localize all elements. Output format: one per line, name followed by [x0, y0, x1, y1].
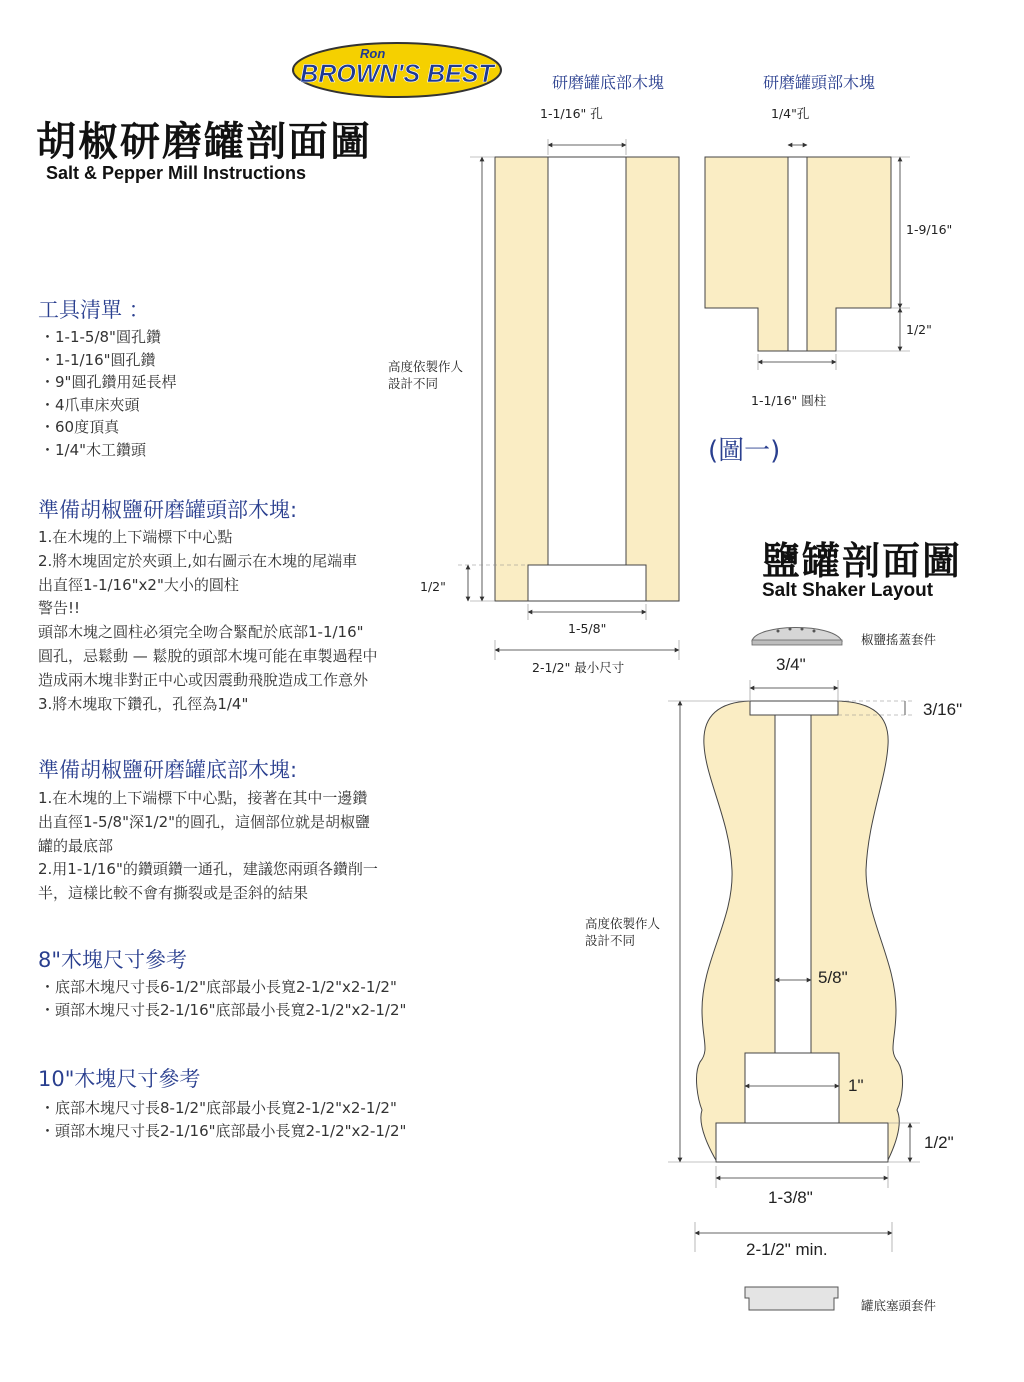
- text-line: 造成兩木塊非對正中心或因震動飛脫造成工作意外: [38, 670, 369, 689]
- mid-bore-dim: 1": [848, 1076, 864, 1095]
- salt-height-note-line1: 高度依製作人: [585, 916, 661, 931]
- shaker-mid-bore: [745, 1053, 839, 1123]
- text-line: 2.用1-1/16"的鑽頭鑽一通孔，建議您兩頭各鑽削一: [38, 860, 378, 879]
- text-line: 出直徑1-5/8"深1/2"的圓孔，這個部位就是胡椒鹽: [38, 812, 371, 831]
- logo-top-text: Ron: [360, 46, 386, 61]
- text-line: 罐的最底部: [38, 836, 114, 855]
- list-item: ・底部木塊尺寸長8-1/2"底部最小長寬2-1/2"x2-1/2": [40, 1099, 397, 1117]
- list-item: ・4爪車床夾頭: [40, 395, 140, 414]
- list-item: ・9"圓孔鑽用延長桿: [40, 373, 177, 391]
- cap-kit-label: 椒鹽搖蓋套件: [861, 632, 937, 647]
- text-line: 1.在木塊的上下端標下中心點: [38, 528, 233, 546]
- list-item: ・1-1/16"圓孔鑽: [40, 350, 156, 369]
- page-title: 胡椒研磨罐剖面圖: [36, 119, 372, 165]
- salt-height-note-line2: 設計不同: [585, 933, 636, 948]
- shaker-cap-icon: [752, 627, 842, 645]
- list-item: ・60度頂真: [40, 418, 120, 436]
- shaker-bore: [775, 715, 811, 1053]
- text-line: 頭部木塊之圓柱必須完全吻合緊配於底部1-1/16": [38, 623, 364, 642]
- list-item: ・頭部木塊尺寸長2-1/16"底部最小長寬2-1/2"x2-1/2": [40, 1000, 407, 1019]
- text-line: 出直徑1-1/16"x2"大小的圓柱: [38, 575, 239, 594]
- ref8-title: 8"木塊尺寸參考: [38, 948, 188, 972]
- plug-kit-label: 罐底塞頭套件: [861, 1298, 937, 1313]
- tenon-dim: 1-1/16" 圓柱: [751, 393, 827, 408]
- bottom-height-dim: 1/2": [924, 1133, 954, 1152]
- shaker-top-recess: [750, 701, 838, 715]
- tools-title: 工具清單 ：: [38, 298, 150, 322]
- list-item: ・頭部木塊尺寸長2-1/16"底部最小長寬2-1/2"x2-1/2": [40, 1121, 407, 1140]
- base-prep-title: 準備胡椒鹽研磨罐底部木塊:: [38, 758, 298, 782]
- text-line: 1.在木塊的上下端標下中心點，接著在其中一邊鑽: [38, 789, 368, 807]
- list-item: ・底部木塊尺寸長6-1/2"底部最小長寬2-1/2"x2-1/2": [40, 978, 397, 996]
- text-line: 3.將木塊取下鑽孔，孔徑為1/4": [38, 694, 249, 713]
- text-line: 警告!!: [38, 599, 81, 618]
- base-recess: [528, 565, 646, 601]
- base-block-label: 研磨罐底部木塊: [552, 73, 665, 92]
- bottom-plug-icon: [745, 1287, 838, 1310]
- text-line: 半，這樣比較不會有撕裂或是歪斜的結果: [38, 884, 309, 903]
- base-hole-dim: 1-1/16" 孔: [540, 106, 603, 121]
- text-line: 2.將木塊固定於夾頭上,如右圖示在木塊的尾端車: [38, 551, 358, 570]
- ref10-title: 10"木塊尺寸參考: [38, 1067, 201, 1091]
- base-bore: [548, 157, 626, 565]
- recess-height-dim: 1/2": [420, 579, 446, 594]
- recess-width-dim: 1-5/8": [568, 621, 607, 636]
- head-block-label: 研磨罐頭部木塊: [763, 73, 876, 92]
- min-width-dim: 2-1/2" min.: [746, 1240, 828, 1259]
- figure-label: (圖一): [708, 436, 781, 466]
- text-line: 圓孔，忌鬆動 — 鬆脫的頭部木塊可能在車製過程中: [38, 646, 378, 665]
- top-height-dim: 3/16": [923, 700, 963, 719]
- bore-dim: 5/8": [818, 968, 848, 987]
- head-hole-dim: 1/4"孔: [771, 106, 810, 121]
- head-prep-title: 準備胡椒鹽研磨罐頭部木塊:: [38, 498, 298, 522]
- list-item: ・1/4"木工鑽頭: [40, 440, 147, 459]
- head-bore: [788, 157, 807, 351]
- salt-subtitle: Salt Shaker Layout: [762, 580, 934, 601]
- logo-main-text: BROWN'S BEST: [300, 60, 494, 88]
- page-subtitle: Salt & Pepper Mill Instructions: [46, 163, 307, 183]
- height-note-line1: 高度依製作人: [388, 359, 464, 374]
- base-min-dim: 2-1/2" 最小尺寸: [532, 660, 625, 675]
- list-item: ・1-1-5/8"圓孔鑽: [40, 328, 161, 346]
- salt-title: 鹽罐剖面圖: [762, 539, 963, 583]
- shaker-bottom-recess: [716, 1123, 888, 1162]
- top-width-dim: 3/4": [776, 655, 806, 674]
- head-height2-dim: 1/2": [906, 322, 932, 337]
- head-height1-dim: 1-9/16": [906, 222, 953, 237]
- height-note-line2: 設計不同: [388, 376, 439, 391]
- bottom-width-dim: 1-3/8": [768, 1188, 813, 1207]
